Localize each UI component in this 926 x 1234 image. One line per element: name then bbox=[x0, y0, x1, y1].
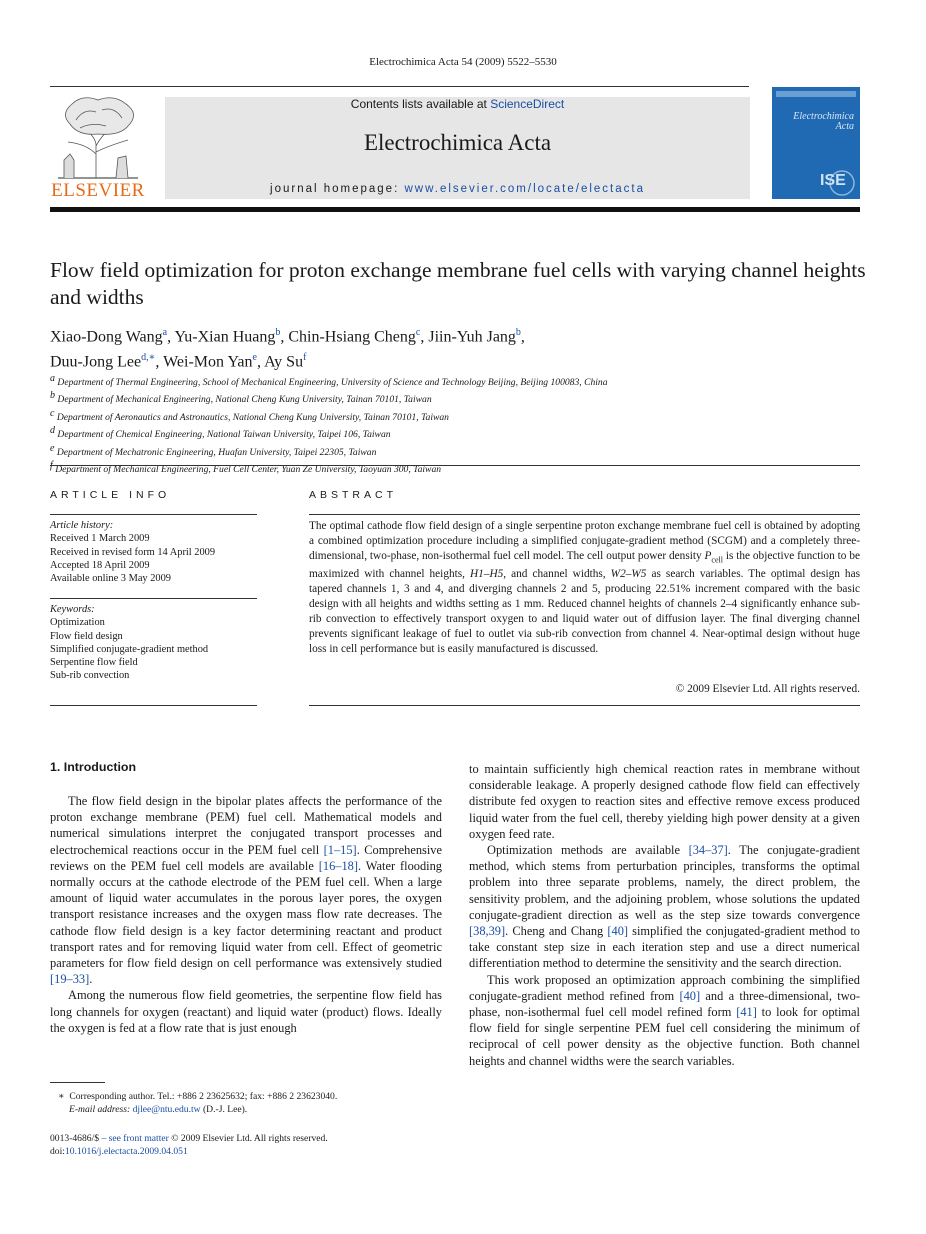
height-range: H1–H5 bbox=[470, 568, 504, 581]
homepage-label: journal homepage: bbox=[270, 183, 405, 195]
abstract-part: The optimal cathode flow field design of a single serpentine proton exchange membrane fuel cell is obtained by adopting a combined optimization procedure including a simplified conjugate-gradient method (SCGM) and a completely three-dimensional, two-phase, non-isothermal fuel cell model. The cell output power density bbox=[309, 520, 860, 562]
author-affiliation-mark[interactable]: a bbox=[162, 327, 168, 338]
body-paragraph: to maintain sufficiently high chemical reaction rates in membrane without considerable leakage. A properly designed cathode flow field can effectively distribute fed oxygen to reaction sites and effective remove excess produced liquid water from the fuel cell, thereby yielding high power density at a given oxygen feed rate. bbox=[469, 762, 860, 841]
author-name: Xiao-Dong Wang bbox=[50, 328, 163, 346]
front-matter-link[interactable]: – see front matter bbox=[99, 1133, 169, 1144]
affiliation-text: Department of Mechanical Engineering, National Cheng Kung University, Tainan 70101, Taiwan bbox=[57, 394, 432, 406]
abstract-rule bbox=[309, 514, 860, 515]
text-run: to look for optimal flow field for single serpentine PEM fuel cell considering the minimum of reciprocal of cell power density as the objective function. Both channel heights and channel widths were the search variables. bbox=[469, 1005, 860, 1068]
text-run: simplified the conjugated-gradient method to take constant step size in each iteration step and use a direct numerical differentiation method to determine the sensitivity and the search direction. bbox=[469, 924, 860, 971]
affiliation-text: Department of Mechatronic Engineering, Huafan University, Taipei 22305, Taiwan bbox=[56, 447, 377, 459]
body-paragraph bbox=[50, 793, 442, 987]
doi-line bbox=[50, 1145, 442, 1158]
issn-doi bbox=[50, 1132, 442, 1159]
keyword-item: Serpentine flow field bbox=[50, 657, 138, 669]
affiliation-list bbox=[50, 372, 880, 477]
footnote-star: ∗ bbox=[58, 1091, 65, 1102]
affiliation-key: d bbox=[50, 425, 55, 437]
article-info-rule bbox=[50, 514, 257, 515]
reference-link[interactable]: [41] bbox=[736, 1005, 757, 1020]
contents-line bbox=[165, 97, 750, 111]
reference-link[interactable]: [40] bbox=[607, 924, 629, 939]
affiliation-text: Department of Aeronautics and Astronautics, National Cheng Kung University, Tainan 70101, Taiwan bbox=[56, 412, 449, 424]
email-line bbox=[50, 1103, 442, 1116]
keywords-label: Keywords: bbox=[50, 604, 95, 615]
author-affiliation-mark[interactable]: b bbox=[515, 327, 521, 338]
sciencedirect-link[interactable]: ScienceDirect bbox=[490, 97, 565, 111]
corresponding-text: Corresponding author. Tel.: +886 2 23625632; fax: +886 2 23623040. bbox=[69, 1091, 338, 1102]
pcell-symbol: P bbox=[704, 550, 712, 562]
text-run: and a three-dimensional, two-phase, non-isothermal fuel cell model refined form bbox=[469, 988, 860, 1020]
doi-label: doi: bbox=[50, 1146, 65, 1158]
abstract-part: is the objective function to be maximized with channel heights, bbox=[309, 550, 860, 581]
abstract-copyright: © 2009 Elsevier Ltd. All rights reserved. bbox=[675, 683, 860, 695]
issn-text: 0013-4686/$ bbox=[50, 1133, 100, 1144]
article-info-heading: ARTICLE INFO bbox=[50, 489, 171, 501]
affiliation-item bbox=[50, 442, 880, 459]
affiliation-key: c bbox=[50, 407, 55, 419]
header-thick-rule bbox=[50, 207, 860, 212]
author-name: Chin-Hsiang Cheng bbox=[288, 328, 416, 346]
author-affiliation-mark[interactable]: f bbox=[303, 352, 307, 364]
text-run: . Cheng and Chang bbox=[505, 924, 608, 939]
abstract-bottom-rule bbox=[309, 705, 860, 706]
reference-link[interactable]: [38,39] bbox=[469, 924, 506, 939]
affiliation-key: e bbox=[50, 442, 55, 454]
text-run: . bbox=[89, 972, 93, 987]
elsevier-wordmark: ELSEVIER bbox=[51, 180, 145, 201]
abstract-heading: ABSTRACT bbox=[309, 489, 398, 501]
text-run: . Comprehensive reviews on the PEM fuel cell models are available bbox=[50, 842, 442, 873]
paper-title: Flow field optimization for proton exchange membrane fuel cells with varying channel heights and widths bbox=[50, 258, 866, 309]
affiliation-item bbox=[50, 372, 880, 389]
author-name: Jiin-Yuh Jang bbox=[428, 328, 516, 346]
history-item: Available online 3 May 2009 bbox=[50, 573, 172, 585]
affiliation-text: Department of Mechanical Engineering, Fuel Cell Center, Yuan Ze University, Taoyuan 300, Taiwan bbox=[55, 464, 442, 476]
author-name: Ay Su bbox=[264, 353, 304, 371]
keywords bbox=[50, 603, 260, 683]
history-item: Received 1 March 2009 bbox=[50, 533, 150, 545]
keywords-rule bbox=[50, 598, 257, 599]
keyword-item: Flow field design bbox=[50, 630, 123, 642]
author-list: Xiao-Dong Wang$^a$, Yu-Xian Huang$^b$, Chin-Hsiang Cheng$^c$, Jiin-Yuh Jang$^b$, Duu-Jong Lee$^{d,∗}$, Wei-Mon Yan$^e$, Ay Su$^f$ bbox=[50, 327, 525, 371]
author-affiliation-mark[interactable]: b bbox=[275, 327, 281, 338]
abstract-part: , and channel widths, bbox=[503, 568, 611, 581]
affiliation-item bbox=[50, 459, 880, 476]
contents-prefix: Contents lists available at bbox=[350, 97, 491, 111]
article-info-bottom-rule bbox=[50, 705, 257, 706]
keyword-item: Sub-rib convection bbox=[50, 670, 130, 682]
text-run: . The conjugate-gradient method, which stems from perturbation principles, transforms the optimal problem into three separate problems, namely, the direct problem, the sensitivity problem, and the adjoining problem, whose solutions the updated conjugate-gradient direction as well as the step size towards convergence bbox=[469, 843, 860, 922]
affiliation-divider bbox=[50, 465, 860, 466]
text-run: This work proposed an optimization approach combining the simplified conjugate-gradient method refined from bbox=[469, 972, 860, 1003]
text-run: The flow field design in the bipolar plates affects the performance of the proton exchange membrane (PEM) fuel cell. Mathematical models and numerical simulations interpret the conjugated transport processes and electrochemical reactions occur in the PEM fuel cell bbox=[50, 794, 442, 857]
affiliation-text: Department of Chemical Engineering, National Taiwan University, Taipei 106, Taiwan bbox=[57, 429, 391, 441]
journal-title: Electrochimica Acta bbox=[363, 130, 552, 155]
affiliation-key: a bbox=[50, 373, 55, 384]
keyword-item: Simplified conjugate-gradient method bbox=[50, 643, 209, 655]
cover-title: Electrochimica Acta bbox=[793, 111, 854, 132]
abstract-text bbox=[309, 519, 860, 657]
author-name: Yu-Xian Huang bbox=[174, 328, 276, 346]
section-heading-introduction: 1. Introduction bbox=[50, 760, 137, 774]
text-run: Optimization methods are available bbox=[487, 843, 689, 858]
history-item: Received in revised form 14 April 2009 bbox=[50, 546, 216, 558]
homepage-link[interactable]: www.elsevier.com/locate/electacta bbox=[404, 183, 645, 195]
article-history bbox=[50, 519, 260, 585]
email-suffix: (D.-J. Lee). bbox=[200, 1104, 248, 1116]
cover-ise-badge: ISE bbox=[820, 172, 846, 189]
reference-link[interactable]: [40] bbox=[679, 988, 701, 1003]
email-link[interactable]: djlee@ntu.edu.tw bbox=[132, 1104, 201, 1116]
issn-line bbox=[50, 1132, 442, 1145]
width-range: W2–W5 bbox=[610, 568, 647, 581]
keyword-item: Optimization bbox=[50, 617, 105, 629]
reference-link[interactable]: [19–33] bbox=[50, 972, 90, 987]
body-paragraph bbox=[469, 842, 860, 972]
email-label: E-mail address: bbox=[69, 1104, 133, 1116]
header-top-rule bbox=[50, 86, 749, 87]
author-name: Wei-Mon Yan bbox=[163, 353, 253, 371]
body-column-right bbox=[469, 761, 860, 1069]
doi-link[interactable]: 10.1016/j.electacta.2009.04.051 bbox=[64, 1146, 188, 1158]
author-affiliation-mark[interactable]: c bbox=[415, 327, 421, 338]
reference-link[interactable]: [1–15] bbox=[323, 842, 357, 857]
issn-copyright: © 2009 Elsevier Ltd. All rights reserved. bbox=[168, 1133, 328, 1144]
abstract-part: as search variables. The optimal design has tapered channels 1, 3 and 4, and diverging channels 2 and 5, producing 22.51% increment compared with the basic design with all heights and widths setting as 1 mm. Reduced channel heights of channels 2–4 significantly enhance sub-rib convection to effectively transport oxygen to and liquid water out of diffusion layer. The final diverging channel prevents significant leakage of fuel to outlet via sub-rib convection from channel 4. Near-optimal design without huge loss in cell performance but is easily manufactured is discussed. bbox=[309, 568, 860, 656]
affiliation-text: Department of Thermal Engineering, School of Mechanical Engineering, University of Science and Technology Beijing, Beijing 100083, China bbox=[57, 377, 608, 389]
affiliation-item bbox=[50, 424, 880, 441]
author-name: Duu-Jong Lee bbox=[50, 353, 142, 371]
affiliation-item bbox=[50, 407, 880, 424]
journal-cover-image bbox=[772, 87, 860, 199]
affiliation-item bbox=[50, 389, 880, 406]
affiliation-key: b bbox=[50, 390, 55, 402]
corresponding-line bbox=[50, 1090, 442, 1103]
author-affiliation-mark[interactable]: d,∗ bbox=[141, 352, 156, 364]
body-paragraph bbox=[469, 972, 860, 1069]
pcell-subscript: cell bbox=[711, 555, 723, 565]
journal-homepage bbox=[165, 183, 750, 195]
reference-link[interactable]: [34–37] bbox=[688, 843, 728, 858]
author-affiliation-mark[interactable]: e bbox=[252, 352, 257, 364]
footnote-rule bbox=[50, 1082, 105, 1083]
history-item: Accepted 18 April 2009 bbox=[50, 559, 150, 571]
corresponding-footnote bbox=[50, 1090, 442, 1117]
body-column-left bbox=[50, 793, 442, 1036]
journal-citation: Electrochimica Acta 54 (2009) 5522–5530 bbox=[369, 56, 557, 68]
text-run: . Water flooding normally occurs at the cathode electrode of the PEM fuel cell. When a large amount of liquid water accumulates in the porous layer pores, the oxygen transport resistance increases and the oxygen mass flow rate decreases. The cathode flow field design is a key factor determining reactant and product transport rates and for removing liquid water from cell. Effect of geometric parameters for flow field design on cell performance was extensively studied bbox=[50, 858, 443, 971]
history-label: Article history: bbox=[50, 520, 114, 531]
body-paragraph: Among the numerous flow field geometries, the serpentine flow field has long channels for oxygen (reactant) and liquid water (product) flows. Ideally the oxygen is fed at a flow rate that is just enough bbox=[50, 988, 442, 1035]
reference-link[interactable]: [16–18] bbox=[318, 858, 358, 873]
affiliation-key: f bbox=[50, 460, 53, 472]
